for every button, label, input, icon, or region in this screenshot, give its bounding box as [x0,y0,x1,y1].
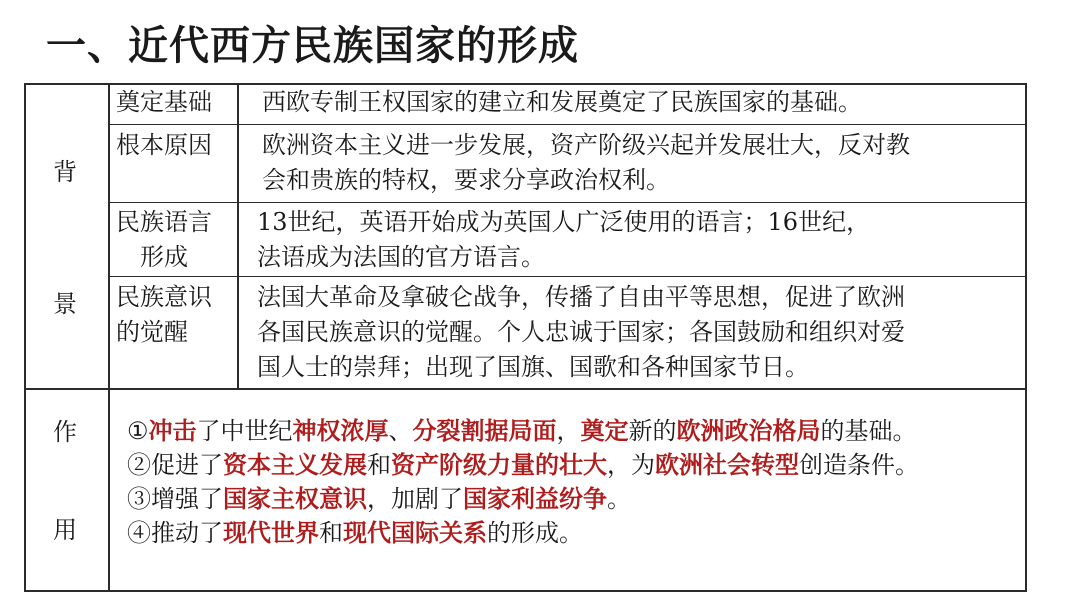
effect-item [127,448,1022,482]
effect-text: ，为 [607,451,655,479]
effect-text: ④推动了 [127,519,223,547]
highlighted-text: 国家主权意识 [223,484,367,513]
row-content-root-cause: 欧洲资本主义进一步发展，资产阶级兴起并发展壮大，反对教 会和贵族的特权，要求分享政治权利。 [262,131,910,194]
side-label-effects-2: 用 [53,516,77,544]
effect-text: 。 [607,485,631,513]
effect-text: ， [556,417,581,445]
effect-text: ②促进了 [127,451,223,479]
effect-text: 创造条件。 [799,451,919,479]
row-content-awakening: 法国大革命及拿破仑战争，传播了自由平等思想，促进了欧洲 各国民族意识的觉醒。个人忠诚于国家；各国鼓励和组织对爱 国人士的崇拜；出现了国旗、国歌和各种国家节日。 [257,283,905,381]
side-label-effects-1: 作 [53,418,77,446]
effect-text: 的形成。 [487,519,583,547]
row-divider-2 [108,202,1027,203]
row-divider-3 [108,276,1027,277]
highlighted-text: 资产阶级力量的壮大 [391,450,607,479]
effects-list [127,414,1022,550]
highlighted-text: 资本主义发展 [223,450,367,479]
highlighted-text: 神权浓厚 [292,416,389,445]
effect-text: 新的 [628,417,677,445]
highlighted-text: 现代国际关系 [343,518,487,547]
page-title: 一、近代西方民族国家的形成 [46,23,579,69]
effect-text: 的基础。 [820,417,917,445]
highlighted-text: 奠定 [580,416,629,445]
highlighted-text: 分裂割据局面 [412,416,557,445]
highlighted-text: 现代世界 [223,518,319,547]
highlighted-text: 冲击 [148,416,197,445]
effect-text: 和 [319,519,343,547]
row-content-foundation: 西欧专制王权国家的建立和发展奠定了民族国家的基础。 [262,88,862,116]
table-border-left [24,83,26,592]
row-label-language: 民族语言 形成 [116,208,212,271]
row-label-awakening: 民族意识 的觉醒 [116,283,212,346]
effect-text: ① [127,417,149,445]
table-border-bottom [24,590,1027,592]
effect-item [127,414,1022,448]
column-divider-side [108,83,110,592]
row-content-language: 13世纪，英语开始成为英国人广泛使用的语言；16世纪， 法语成为法国的官方语言。 [257,208,871,271]
effect-text: ③增强了 [127,485,223,513]
section-divider [24,388,1027,390]
highlighted-text: 欧洲社会转型 [655,450,799,479]
highlighted-text: 欧洲政治格局 [676,416,821,445]
row-label-root-cause: 根本原因 [116,131,212,159]
highlighted-text: 国家利益纷争 [463,484,607,513]
column-divider-label [237,83,239,389]
effect-text: 和 [367,451,391,479]
row-label-foundation: 奠定基础 [116,88,212,116]
effect-item [127,516,1022,550]
table-border-right [1025,83,1027,592]
side-label-background-2: 景 [53,290,77,318]
effect-text: 了中世纪 [196,417,293,445]
side-label-background-1: 背 [53,158,77,186]
effect-text: 、 [388,417,413,445]
row-divider-1 [108,124,1027,125]
effect-text: ，加剧了 [367,485,463,513]
effect-item [127,482,1022,516]
